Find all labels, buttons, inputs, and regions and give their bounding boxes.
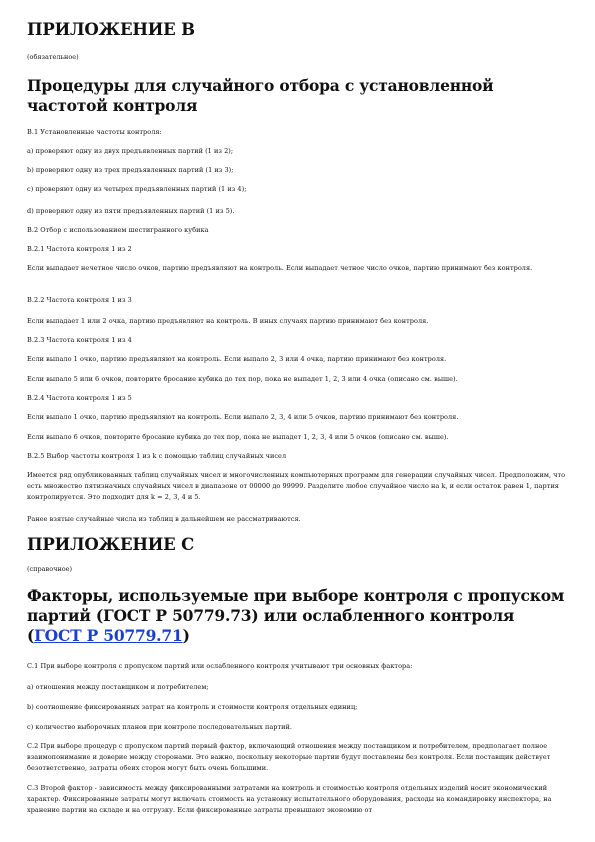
list-item-c: с) количество выборочных планов при контроле последовательных партий. <box>27 723 292 731</box>
paragraph-b2: В.2 Отбор с использованием шестигранного кубика <box>27 226 209 234</box>
paragraph-b23: В.2.3 Частота контроля 1 из 4 <box>27 336 132 344</box>
paragraph-b25-text: Имеется ряд опубликованных таблиц случайных чисел и многочисленных компьютерных программ для генерации случайных чисел. Предположим, что есть множество пятизначных случайных чисел в диапазоне от 00000 до 99999. Разделите любое случайное число на k, и если остаток равен 1, партия контролируется. Это подходит для k = 2, 3, 4 и 5. <box>27 471 566 501</box>
list-item-b: b) соотношение фиксированных затрат на контроль и стоимости контроля отдельных единиц; <box>27 703 358 711</box>
list-item-b: b) проверяют одну из трех предъявленных партий (1 из 3); <box>27 166 234 174</box>
paragraph-b25: В.2.5 Выбор частоты контроля 1 из k с помощью таблиц случайных чисел <box>27 452 287 460</box>
appendix-c-heading <box>27 586 572 646</box>
paragraph-b21-text: Если выпадает нечетное число очков, партию предъявляют на контроль. Если выпадает четное число очков, партию принимают без контроля. <box>27 264 533 272</box>
paragraph-b24-text1: Если выпало 1 очко, партию предъявляют на контроль. Если выпало 2, 3, 4 или 5 очков, партию принимают без контроля. <box>27 413 459 421</box>
paragraph-c2: С.2 При выборе процедур с пропуском партий первый фактор, включающий отношения между поставщиком и потребителем, предполагает полное взаимопонимание и доверие между сторонами. Это важно, поскольку некоторые партии будут поставлены без контроля. Если поставщик действует безответственно, затраты обеих сторон могут быть очень большими. <box>27 742 551 772</box>
paragraph-b21: В.2.1 Частота контроля 1 из 2 <box>27 245 132 253</box>
appendix-c-heading-end: ) <box>182 626 190 645</box>
paragraph-b25-note: Ранее взятые случайные числа из таблиц в дальнейшем не рассматриваются. <box>27 515 301 523</box>
list-item-c: с) проверяют одну из четырех предъявленных партий (1 из 4); <box>27 185 247 193</box>
appendix-b-note: (обязательное) <box>27 53 79 61</box>
appendix-c-heading-text: Факторы, используемые при выборе контроля с пропуском партий (ГОСТ Р 50779.73) или ослабленного контроля ( <box>27 586 565 645</box>
list-item-a: а) отношения между поставщиком и потребителем; <box>27 683 209 691</box>
appendix-b-title: ПРИЛОЖЕНИЕ В <box>27 20 195 39</box>
paragraph-b22: В.2.2 Частота контроля 1 из 3 <box>27 296 132 304</box>
paragraph-b23-text1: Если выпало 1 очко, партию предъявляют на контроль. Если выпало 2, 3 или 4 очка, партию принимают без контроля. <box>27 355 447 363</box>
list-item-d: d) проверяют одну из пяти предъявленных партий (1 из 5). <box>27 207 235 215</box>
appendix-c-note: (справочное) <box>27 565 73 573</box>
paragraph-c3: С.3 Второй фактор - зависимость между фиксированными затратами на контроль и стоимостью контроля отдельных изделий носит экономический характер. Фиксированные затраты могут включать стоимость на установку испытательного оборудования, расходы на командировку инспектора, на хранение партии на складе и на отгрузку. Если фиксированные затраты превышают экономию от <box>27 784 552 814</box>
paragraph-b1: В.1 Установленные частоты контроля: <box>27 128 162 136</box>
list-item-a: а) проверяют одну из двух предъявленных партий (1 из 2); <box>27 147 234 155</box>
paragraph-b23-text2: Если выпало 5 или 6 очков, повторите бросание кубика до тех пор, пока не выпадет 1, 2, 3 или 4 очка (описано см. выше). <box>27 375 458 383</box>
paragraph-b24-text2: Если выпало 6 очков, повторите бросание кубика до тех пор, пока не выпадет 1, 2, 3, 4 или 5 очков (описано см. выше). <box>27 433 449 441</box>
paragraph-b22-text: Если выпадает 1 или 2 очка, партию предъявляют на контроль. В иных случаях партию принимают без контроля. <box>27 317 429 325</box>
paragraph-b24: В.2.4 Частота контроля 1 из 5 <box>27 394 132 402</box>
appendix-b-heading: Процедуры для случайного отбора с установленной частотой контроля <box>27 76 494 115</box>
gost-link[interactable]: ГОСТ Р 50779.71 <box>34 626 183 645</box>
appendix-c-title: ПРИЛОЖЕНИЕ С <box>27 535 194 554</box>
paragraph-c1: С.1 При выборе контроля с пропуском партий или ослабленного контроля учитывают три основных фактора: <box>27 662 413 670</box>
